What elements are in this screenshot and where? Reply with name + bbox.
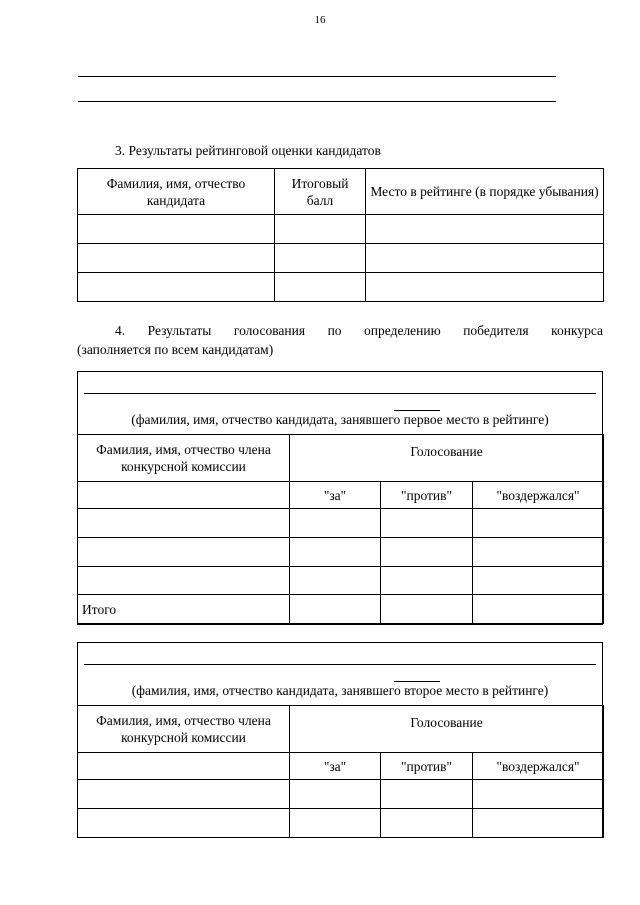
table-cell[interactable]	[366, 244, 604, 273]
table-cell[interactable]	[381, 509, 473, 538]
table-cell[interactable]	[78, 244, 275, 273]
table-cell[interactable]	[290, 538, 381, 567]
header-voting: Голосование	[290, 435, 604, 482]
table-row	[78, 538, 604, 567]
header-vote-against: "против"	[381, 482, 473, 509]
candidate-name-line[interactable]	[84, 664, 596, 665]
candidate-name-line-tail	[394, 410, 440, 411]
header-vote-for: "за"	[290, 753, 381, 780]
vote-grid	[77, 434, 604, 624]
header-vote-abstain: "воздержался"	[473, 482, 604, 509]
table-cell[interactable]	[290, 780, 381, 809]
table-cell[interactable]	[366, 273, 604, 302]
header-member-name: Фамилия, имя, отчество члена конкурсной комиссии	[78, 706, 290, 753]
table-cell[interactable]	[473, 567, 604, 595]
section-4-title: 4. Результаты голосования по определению победителя конкурса	[115, 323, 603, 338]
table-cell[interactable]	[381, 780, 473, 809]
vote-grid	[77, 705, 604, 838]
table-cell[interactable]	[290, 809, 381, 838]
blank-line	[78, 101, 556, 102]
table-cell[interactable]	[275, 273, 366, 302]
table-cell[interactable]	[78, 509, 290, 538]
vote-table-first-place	[77, 371, 603, 625]
vote-caption: (фамилия, имя, отчество кандидата, занявшего второе место в рейтинге)	[131, 683, 549, 698]
header-member-name: Фамилия, имя, отчество члена конкурсной комиссии	[78, 435, 290, 482]
candidate-name-line[interactable]	[84, 393, 596, 394]
table-cell[interactable]	[78, 567, 290, 595]
table-row	[78, 809, 604, 838]
section-4-subtitle: (заполняется по всем кандидатам)	[77, 342, 274, 357]
table-cell[interactable]	[78, 780, 290, 809]
total-row	[78, 595, 604, 624]
table-cell[interactable]	[275, 215, 366, 244]
table-cell[interactable]	[78, 538, 290, 567]
total-label: Итого	[78, 595, 290, 624]
table-cell	[78, 482, 290, 509]
header-vote-abstain: "воздержался"	[473, 753, 604, 780]
table-row	[78, 780, 604, 809]
header-candidate-name: Фамилия, имя, отчество кандидата	[78, 169, 275, 215]
header-total-score: Итоговый балл	[275, 169, 366, 215]
table-cell[interactable]	[381, 567, 473, 595]
header-vote-against: "против"	[381, 753, 473, 780]
table-cell[interactable]	[473, 809, 604, 838]
header-vote-for: "за"	[290, 482, 381, 509]
table-cell[interactable]	[473, 538, 604, 567]
table-cell[interactable]	[78, 215, 275, 244]
header-rating-place: Место в рейтинге (в порядке убывания)	[366, 169, 604, 215]
blank-line	[78, 76, 556, 77]
table-row	[78, 509, 604, 538]
table-row	[78, 215, 604, 244]
table-cell[interactable]	[78, 273, 275, 302]
table-cell[interactable]	[78, 809, 290, 838]
table-cell[interactable]	[473, 509, 604, 538]
vote-caption: (фамилия, имя, отчество кандидата, занявшего первое место в рейтинге)	[131, 412, 549, 427]
table-row	[78, 567, 604, 595]
table-cell[interactable]	[275, 244, 366, 273]
table-cell[interactable]	[366, 215, 604, 244]
table-cell[interactable]	[290, 567, 381, 595]
table-cell[interactable]	[473, 780, 604, 809]
table-cell[interactable]	[381, 538, 473, 567]
table-cell[interactable]	[473, 595, 604, 624]
page-number: 16	[314, 14, 326, 26]
table-cell[interactable]	[290, 595, 381, 624]
table-header-row	[78, 169, 604, 215]
vote-table-second-place	[77, 642, 603, 838]
table-cell[interactable]	[290, 509, 381, 538]
header-voting: Голосование	[290, 706, 604, 753]
table-row	[78, 244, 604, 273]
rating-table	[77, 168, 604, 302]
candidate-name-line-tail	[394, 681, 440, 682]
table-cell	[78, 753, 290, 780]
table-cell[interactable]	[381, 595, 473, 624]
section-3-title: 3. Результаты рейтинговой оценки кандидатов	[115, 143, 381, 158]
table-cell[interactable]	[381, 809, 473, 838]
table-row	[78, 273, 604, 302]
